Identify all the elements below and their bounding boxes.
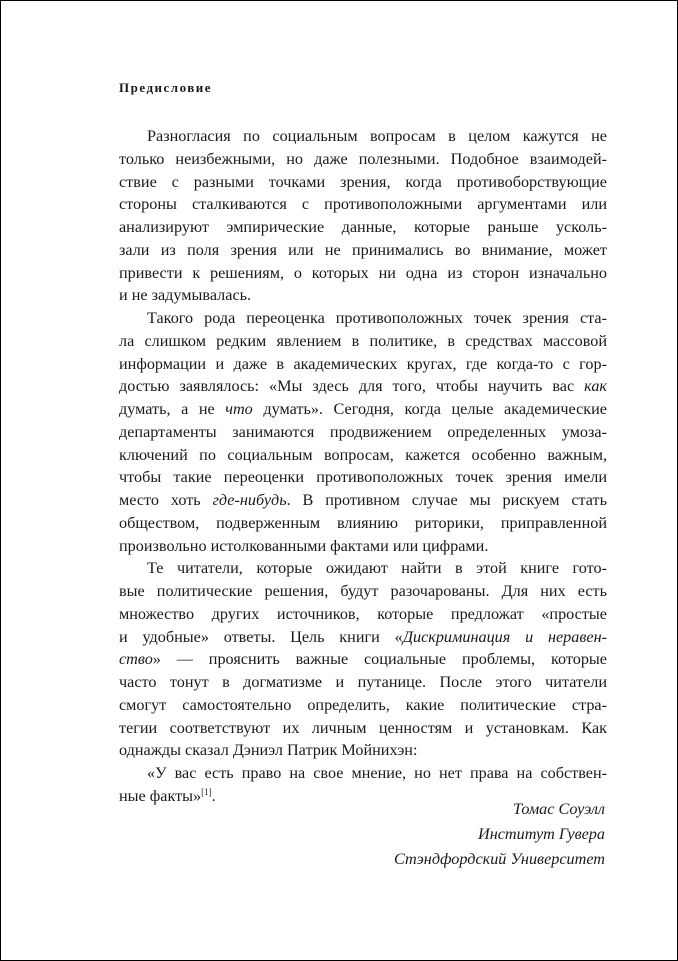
text-line: тегии соответствуют их личным ценностям и установкам. Как (119, 718, 607, 737)
text-run: место хоть (119, 491, 213, 509)
text-line: зали из поля зрения или не принимались во внимание, может (119, 240, 607, 259)
text-line: анализируют эмпирические данные, которые раньше усколь- (119, 218, 607, 236)
preface-text (119, 125, 607, 808)
text-line (119, 375, 607, 398)
text-line: «У вас есть право на свое мнение, но нет права на собствен- (147, 764, 607, 782)
text-line: Разногласия по социальным вопросам в целом кажутся не (147, 127, 607, 145)
text-line: ствие с разными точками зрения, когда противоборствующие (119, 172, 607, 191)
author-university: Стэндфордский Университет (393, 850, 605, 868)
text-line: часто тонут в догматизме и путанице. После этого читатели (119, 673, 607, 691)
text-line: привести к решениям, о которых ни одна из сторон изначально (119, 263, 607, 282)
text-line (119, 489, 607, 512)
text-line: ла слишком редким явлением в политике, в средствах массовой (119, 331, 607, 350)
paragraph-3 (119, 557, 607, 762)
section-heading: Предисловие (119, 80, 213, 95)
text-line: обществом, подверженным влиянию риторики, приправленной (119, 513, 607, 532)
paragraph-2 (119, 307, 607, 557)
text-run: » — прояснить важные социальные проблемы, которые (152, 650, 607, 669)
text-line: ключений по социальным вопросам, кажется особенно важным, (119, 445, 607, 464)
text-line: и не задумывалась. (119, 286, 252, 305)
emphasis: где-нибудь (212, 491, 287, 509)
footnote-marker[interactable]: [1] (201, 786, 212, 797)
text-line (119, 398, 607, 421)
text-run: . В противном случае мы рискуем стать (286, 491, 607, 509)
signature-block (394, 797, 605, 872)
text-run: достью заявлялось: «Мы здесь для того, чтобы научить вас (119, 377, 585, 396)
text-run: думать». Сегодня, когда целые академические (252, 400, 607, 418)
author-institution: Институт Гувера (478, 825, 605, 843)
text-line: чтобы такие переоценки противоположных точек зрения имели (119, 468, 607, 487)
text-line: Те читатели, которые ожидают найти в этой книге гото- (147, 559, 607, 578)
text-line: произвольно истолкованными фактами или цифрами. (119, 536, 489, 555)
text-line: только неизбежными, но даже полезными. Подобное взаимодей- (119, 149, 607, 168)
text-run: . (211, 786, 216, 805)
text-run: думать, а не (119, 400, 226, 418)
text-line (119, 626, 607, 649)
author-name: Томас Соуэлл (512, 800, 605, 818)
text-line (119, 648, 607, 671)
text-line: стороны сталкиваются с противоположными аргументами или (119, 195, 607, 214)
text-line: департаменты занимаются продвижением определенных умоза- (119, 422, 607, 441)
book-title: ство (119, 650, 153, 669)
text-line: смогут самостоятельно определить, какие политические стра- (119, 695, 607, 714)
text-line: однажды сказал Дэниэл Патрик Мойнихэн: (119, 741, 418, 760)
text-line: вые политические решения, будут разочарованы. Для них есть (119, 582, 607, 600)
book-title: Дискриминация и неравен- (402, 627, 607, 646)
text-run: и удобные» ответы. Цель книги « (119, 627, 403, 646)
emphasis: что (225, 400, 253, 418)
paragraph-1 (119, 125, 607, 307)
text-line: множество других источников, которые предложат «простые (119, 604, 607, 623)
emphasis: как (584, 377, 607, 396)
text-line: информации и даже в академических кругах, где когда-то с гор- (119, 354, 607, 373)
text-run: ные факты» (119, 786, 202, 805)
text-line: Такого рода переоценка противоположных точек зрения ста- (147, 309, 607, 327)
